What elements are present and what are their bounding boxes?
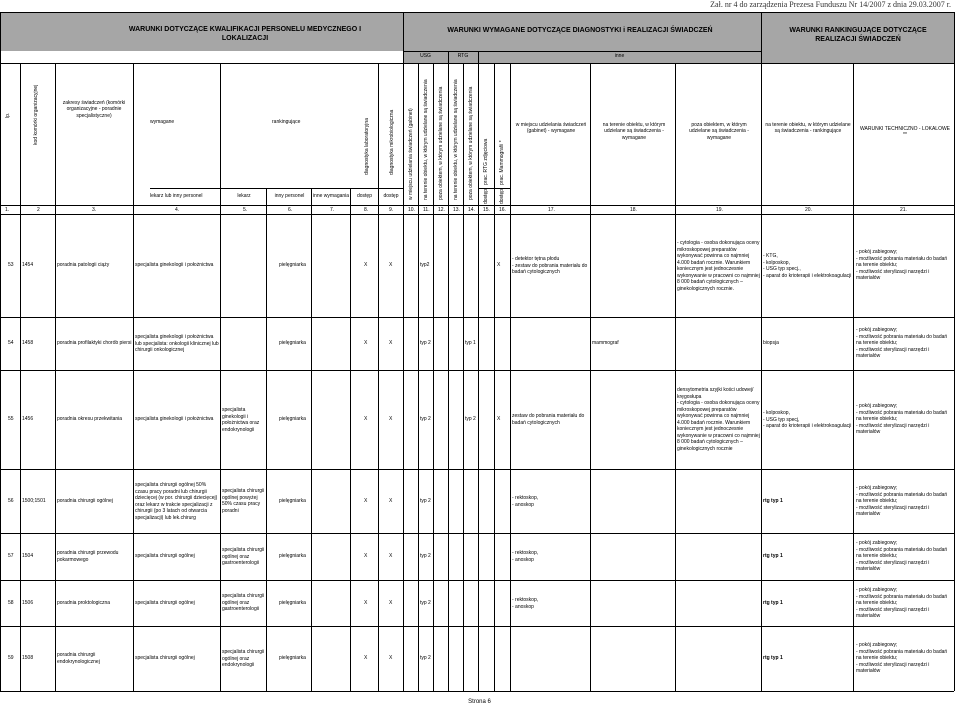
table-cell-c18: densytometria szyjki kości udowej/ kręgosłupa - cytologia - osoba dokonująca oceny mikroskopowej preparatów wykonywać powinna co najmniej 4.000 badań rocznie. Warunkiem koniecznym jest jednoczesnie wykonywanie w pracowni co najmniej 8 000 badań cytologicznych – ginekologicznych rocznie bbox=[677, 387, 760, 452]
table-cell-c21: - pokój zabiegowy; - możliwość pobrania materiału do badań na terenie obiektu; - możliwość sterylizacji narzędzi i materiałów bbox=[856, 587, 948, 619]
table-cell-wymagane: specjalista chirurgii ogólnej bbox=[135, 553, 195, 559]
table-cell-wymagane: specjalista chirurgii ogólnej 50% czasu pracy poradni lub chirurgii dziecięcej (w por. chirurgii dziecięcej) oraz lekarz w trakcie specjalizacji z chirurgii (po 3 latach od otwarcia specjalizacji) lub lek.chirurg bbox=[135, 482, 218, 521]
col-inny-personel: inny personel bbox=[274, 193, 305, 199]
table-cell-c17: - rektoskop, - anoskop bbox=[512, 550, 539, 563]
table-cell-rtg: typ 1 bbox=[465, 340, 476, 346]
col-20: na terenie obiektu, w którym udzielane są świadczenia - rankingujące bbox=[765, 122, 851, 135]
col-21: WARUNKI TECHNICZNO - LOKALOWE ** bbox=[860, 126, 951, 139]
col-inne-wymagania: inne wymagania bbox=[312, 193, 350, 199]
table-cell-c21: - pokój zabiegowy; - możliwość pobrania materiału do badań na terenie obiektu; - możliwość sterylizacji narzędzi i materiałów bbox=[856, 642, 948, 674]
table-cell-x2: X bbox=[389, 262, 393, 268]
table-cell-usg: typ 2 bbox=[420, 416, 431, 422]
sub-rtg: RTG bbox=[457, 53, 469, 59]
table-cell-c21: - pokój zabiegowy; - możliwość pobrania materiału do badań na terenie obiektu; - możliwość sterylizacji narzędzi i materiałów bbox=[856, 327, 948, 359]
group2-title: WARUNKI WYMAGANE DOTYCZĄCE DIAGNOSTYKI i REALIZACJI ŚWIADCZEŃ bbox=[447, 27, 713, 34]
table-cell-inny: pielęgniarka bbox=[279, 340, 306, 346]
table-cell-kod: 1506 bbox=[22, 600, 34, 606]
table-cell-x1: X bbox=[364, 655, 368, 661]
table-cell-c17: - detektor tętna płodu - zestaw do pobrania materiału do badań cytologicznych bbox=[512, 256, 588, 275]
table-cell-inny: pielęgniarka bbox=[279, 655, 306, 661]
col-lekarz: lekarz bbox=[237, 193, 251, 199]
col-wymagane: wymagane bbox=[150, 119, 175, 125]
group1-title: WARUNKI DOTYCZĄCE KWALIFIKACJI PERSONELU MEDYCZNEGO I LOKALIZACJI bbox=[128, 26, 362, 42]
group3-title: WARUNKI RANKINGUJĄCE DOTYCZĄCE REALIZACJI ŚWIADCZEŃ bbox=[789, 27, 927, 43]
table-cell-c20: rtg typ 1 bbox=[763, 553, 783, 559]
column-number: 5. bbox=[243, 207, 248, 213]
table-cell-lp: 55 bbox=[8, 416, 14, 422]
table-cell-kod: 1504 bbox=[22, 553, 34, 559]
column-number: 11. bbox=[423, 207, 430, 213]
table-cell-rank: specjalista ginekologii i położnictwa oraz endokrynologii bbox=[222, 407, 260, 433]
table-cell-lp: 54 bbox=[8, 340, 14, 346]
col-rankingujace: rankingujące bbox=[272, 119, 301, 125]
table-cell-c21: - pokój zabiegowy; - możliwość pobrania materiału do badań na terenie obiektu; - możliwość sterylizacji narzędzi i materiałów bbox=[856, 403, 948, 435]
col-diag-lab: diagnostyka laboratoryjna bbox=[364, 118, 370, 175]
table-cell-wymagane: specjalista ginekologii i położnictwa bbox=[135, 416, 214, 422]
col-lekarz-inny: lekarz lub inny personel bbox=[150, 193, 203, 199]
table-cell-wymagane: specjalista ginekologii i położnictwa lub specjalista: onkologii klinicznej lub chirurgii onkologicznej bbox=[135, 334, 219, 353]
table-cell-inny: pielęgniarka bbox=[279, 262, 306, 268]
table-cell-kod: 1458 bbox=[22, 340, 34, 346]
sub-inne: inne bbox=[614, 53, 625, 59]
col-10: w miejscu udzielania świadczeń (gabinet) bbox=[408, 108, 414, 200]
table-cell-c19: - kolposkop, - USG typ specj, - aparat do krioterapii i elektrokoagulacji bbox=[763, 410, 852, 429]
table-cell-rank: specjalista chirurgii ogólnej powyżej 50% czasu pracy poradni bbox=[222, 488, 265, 514]
table-cell-usg: typ 2 bbox=[420, 340, 431, 346]
col-lp: lp. bbox=[5, 112, 11, 118]
table-cell-x2: X bbox=[389, 498, 393, 504]
table-cell-inny: pielęgniarka bbox=[279, 553, 306, 559]
col-16a: prac. Mammografii * bbox=[499, 140, 505, 185]
table-cell-c19: - KTG, - kolposkop, - USG typ specj., - aparat do krioterapii i elektrokoagulacji bbox=[763, 253, 852, 279]
table-cell-lp: 59 bbox=[8, 655, 14, 661]
table-cell-zakres: poradnia chirurgii przewodu pokarmowego bbox=[57, 550, 119, 563]
table-cell-c17: - rektoskop, - anoskop bbox=[512, 495, 539, 508]
table-cell-x1: X bbox=[364, 262, 368, 268]
column-number: 2 bbox=[37, 207, 40, 213]
table-cell-x1: X bbox=[364, 340, 368, 346]
table-cell-c17: - rektoskop, - anoskop bbox=[512, 597, 539, 610]
table-cell-inny: pielęgniarka bbox=[279, 498, 306, 504]
table-cell-zakres: poradnia chirurgii endokrynologicznej bbox=[57, 652, 100, 665]
table-cell-c17: zestaw do pobrania materiału do badań cytologicznych bbox=[512, 413, 585, 426]
table-cell-zakres: poradnia profilaktyki chorób piersi bbox=[57, 340, 132, 346]
table-cell-c18: - cytologia - osoba dokonująca oceny mikroskopowej preparatów wykonywać powinna co najmniej 4.000 badań rocznie. Warunkiem koniecznym jest jednoczesnie wykonywanie w pracowni co najmniej 8 000 badań cytologicznych – ginekologicznych rocznie. bbox=[677, 240, 760, 292]
table-cell-usg: typ 2 bbox=[420, 600, 431, 606]
column-number: 21. bbox=[900, 207, 907, 213]
table-cell-c20: rtg typ 1 bbox=[763, 498, 783, 504]
table-cell-wymagane: specjalista chirurgii ogólnej bbox=[135, 600, 195, 606]
table-cell-c20: rtg typ 1 bbox=[763, 600, 783, 606]
sub-usg: USG bbox=[420, 53, 431, 59]
col-kod: kod komórki organizacyjnej bbox=[33, 84, 39, 145]
column-number: 7. bbox=[330, 207, 335, 213]
table-cell-c21: - pokój zabiegowy; - możliwość pobrania materiału do badań na terenie obiektu; - możliwość sterylizacji narzędzi i materiałów bbox=[856, 540, 948, 572]
col-diag-mikro: diagnostyka mikrobiologiczna bbox=[389, 109, 395, 175]
table-cell-c21: - pokój zabiegowy; - możliwość pobrania materiału do badań na terenie obiektu; - możliwość sterylizacji narzędzi i materiałów bbox=[856, 249, 948, 281]
col-dostep1: dostęp bbox=[356, 193, 372, 199]
col-13: na terenie obiektu, w którym udzielane są świadczenia bbox=[453, 79, 459, 200]
table-cell-zakres: poradnia proktologiczna bbox=[57, 600, 111, 606]
col-zakres: zakresy świadczeń (komórki organizacyjne - poradnie specjalistyczne) bbox=[62, 100, 126, 119]
table-cell-kod: 1500;1501 bbox=[22, 498, 46, 504]
col-17: w miejscu udzielania świadczeń (gabinet) - wymagane bbox=[515, 122, 587, 135]
table-cell-x1: X bbox=[364, 498, 368, 504]
column-number: 1. bbox=[5, 207, 10, 213]
table-cell-lp: 53 bbox=[8, 262, 14, 268]
page-footer: Strona 6 bbox=[468, 699, 491, 705]
table-cell-wymagane: specjalista chirurgii ogólnej bbox=[135, 655, 195, 661]
table-cell-zakres: poradnia patologii ciąży bbox=[57, 262, 110, 268]
col-15a: prac. RTG zdjęciowa bbox=[483, 138, 489, 185]
table-cell-x1: X bbox=[364, 416, 368, 422]
table-cell-lp: 57 bbox=[8, 553, 14, 559]
table-cell-lp: 56 bbox=[8, 498, 14, 504]
table-cell-rank: specjalista chirurgii ogólnej oraz gastroenterologii bbox=[222, 593, 265, 612]
table-cell-inny: pielęgniarka bbox=[279, 600, 306, 606]
column-number: 3. bbox=[92, 207, 97, 213]
col-dostep2: dostęp bbox=[383, 193, 399, 199]
column-number: 14. bbox=[468, 207, 475, 213]
column-number: 9. bbox=[389, 207, 394, 213]
table-cell-x2: X bbox=[389, 553, 393, 559]
table-cell-x1: X bbox=[364, 553, 368, 559]
table-cell-wymagane: specjalista ginekologii i położnictwa bbox=[135, 262, 214, 268]
table-cell-kod: 1508 bbox=[22, 655, 34, 661]
table-cell-usg: typ 2 bbox=[420, 553, 431, 559]
table-cell-x2: X bbox=[389, 416, 393, 422]
column-number: 4. bbox=[175, 207, 180, 213]
table-cell-x2: X bbox=[389, 655, 393, 661]
table-cell-lp: 58 bbox=[8, 600, 14, 606]
column-number: 20. bbox=[805, 207, 812, 213]
table-cell-c20: rtg typ 1 bbox=[763, 655, 783, 661]
table-cell-zakres: poradnia chirurgii ogólnej bbox=[57, 498, 113, 504]
table-cell-c19: biopsja bbox=[763, 340, 779, 346]
col-15b: dostęp bbox=[483, 188, 489, 204]
col-18: na terenie obiektu, w którym udzielane są świadczenia - wymagane bbox=[602, 122, 666, 141]
table-cell-inny: pielęgniarka bbox=[279, 416, 306, 422]
col-12: poza obiektem, w którym udzielane są świadczenia bbox=[438, 86, 444, 200]
col-14: poza obiektem, w którym udzielane są świadczenia bbox=[468, 86, 474, 200]
table-cell-kod: 1454 bbox=[22, 262, 34, 268]
table-cell-x3: X bbox=[497, 416, 501, 422]
table-cell-rtg: typ 2 bbox=[465, 416, 476, 422]
table-cell-x2: X bbox=[389, 600, 393, 606]
table-cell-x3: X bbox=[497, 262, 501, 268]
column-number: 19. bbox=[716, 207, 723, 213]
table-cell-x2: X bbox=[389, 340, 393, 346]
table-cell-x1: X bbox=[364, 600, 368, 606]
col-19: poza obiektem, w którym udzielane są świadczenia - wymagane bbox=[689, 122, 749, 141]
column-number: 8. bbox=[364, 207, 369, 213]
col-16b: dostęp bbox=[499, 188, 505, 204]
table-cell-zakres: poradnia okresu przekwitania bbox=[57, 416, 123, 422]
column-number: 12. bbox=[438, 207, 445, 213]
table-cell-usg: typ 2 bbox=[420, 655, 431, 661]
table-cell-kod: 1456 bbox=[22, 416, 34, 422]
column-number: 6. bbox=[288, 207, 293, 213]
table-cell-c21: - pokój zabiegowy; - możliwość pobrania materiału do badań na terenie obiektu; - możliwość sterylizacji narzędzi i materiałów bbox=[856, 485, 948, 517]
page-note: Zał. nr 4 do zarządzenia Prezesa Funduszu Nr 14/2007 z dnia 29.03.2007 r. bbox=[710, 0, 951, 9]
col-11: na terenie obiektu, w którym udzielane są świadczenia bbox=[423, 79, 429, 200]
table-cell-usg: typ2 bbox=[420, 262, 430, 268]
table-cell-c18: mammograf bbox=[592, 340, 619, 346]
table-cell-rank: specjalista chirurgii ogólnej oraz endokrynologii bbox=[222, 649, 265, 668]
column-number: 15. bbox=[483, 207, 490, 213]
column-number: 10. bbox=[408, 207, 415, 213]
column-number: 13. bbox=[453, 207, 460, 213]
column-number: 17. bbox=[548, 207, 555, 213]
table-cell-rank: specjalista chirurgii ogólnej oraz gastroenterologii bbox=[222, 547, 265, 566]
column-number: 16. bbox=[499, 207, 506, 213]
column-number: 18. bbox=[630, 207, 637, 213]
table-cell-usg: typ 2 bbox=[420, 498, 431, 504]
